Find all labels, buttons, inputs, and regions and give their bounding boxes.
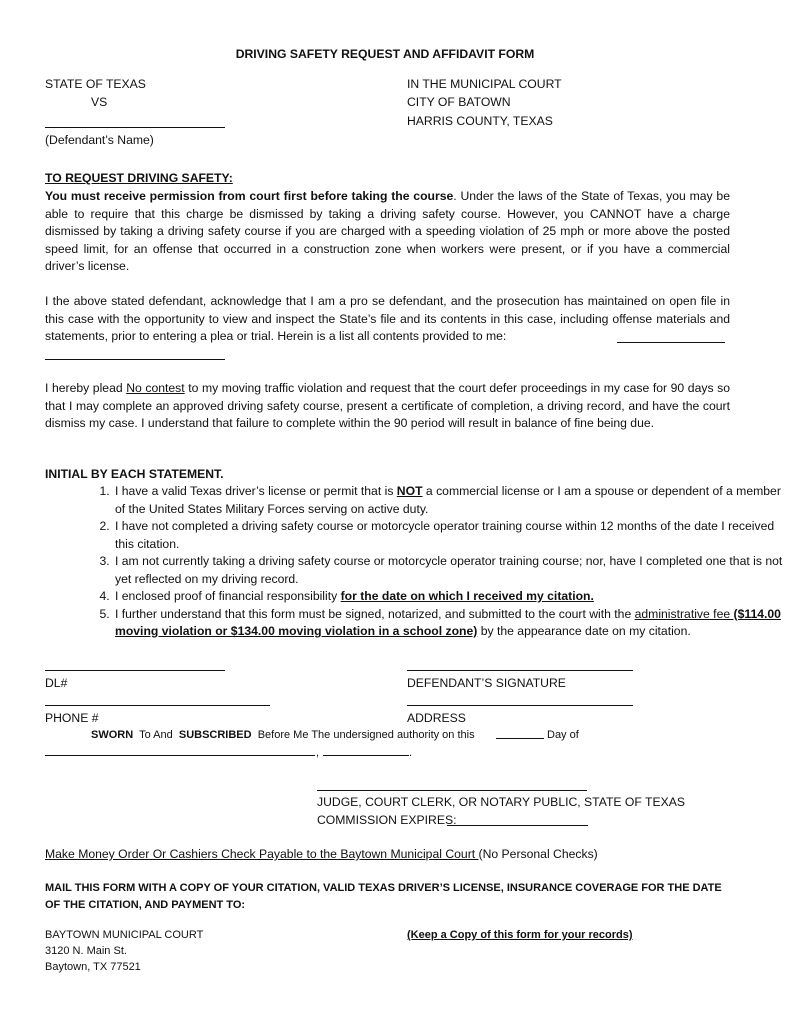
initial-heading: INITIAL BY EACH STATEMENT.	[45, 467, 224, 481]
date-period: .	[409, 747, 413, 759]
address-line[interactable]	[407, 705, 633, 706]
plea-type: No contest	[126, 381, 185, 395]
defendant-signature-line[interactable]	[407, 670, 633, 671]
month-line[interactable]	[45, 755, 315, 756]
request-heading: TO REQUEST DRIVING SAFETY:	[45, 171, 233, 185]
keep-copy-note: (Keep a Copy of this form for your records)	[407, 929, 633, 941]
statement-2: 2. I have not completed a driving safety course or motorcycle operator training course within 12 months of the date I received this citation.	[113, 518, 793, 553]
mail-instruction: MAIL THIS FORM WITH A COPY OF YOUR CITATION, VALID TEXAS DRIVER’S LICENSE, INSURANCE COVERAGE FOR THE DATE OF THE CITATION, AND PAYMENT TO:	[45, 882, 722, 911]
date-comma: ,	[316, 747, 320, 759]
city-state-zip: Baytown, TX 77521	[45, 961, 141, 973]
fee-amounts: ($114.00 moving violation or $134.00 moving violation in a school zone)	[115, 606, 781, 638]
contents-list-line[interactable]	[617, 342, 725, 343]
request-body: . Under the laws of the State of Texas, you may be able to require that this charge be dismissed by taking a driving safety course. However, you CANNOT have a charge dismissed by taking a driving safety course if you are charged with a speeding violation of 25 mph or more above the posted speed limit, for an offense that occurred in a construction zone when workers were present, or if you have a commercial driver’s license.	[45, 189, 730, 273]
court-label: IN THE MUNICIPAL COURT	[407, 77, 562, 91]
city-label: CITY OF BATOWN	[407, 95, 511, 109]
address-label: ADDRESS	[407, 711, 466, 725]
statement-3: 3. I am not currently taking a driving safety course or motorcycle operator training course; nor, have I completed one that is not yet reflected on my driving record.	[113, 553, 793, 588]
court-name: BAYTOWN MUNICIPAL COURT	[45, 929, 204, 941]
statement-1: 1. I have a valid Texas driver’s license or permit that is NOT a commercial license or I am a spouse or dependent of a member of the United States Military Forces serving on active duty.	[113, 483, 793, 518]
plea-pre: I hereby plead	[45, 381, 127, 395]
county-label: HARRIS COUNTY, TEXAS	[407, 114, 553, 128]
statement-list	[45, 483, 793, 641]
defendant-name-line[interactable]	[45, 127, 225, 128]
acknowledge-paragraph	[45, 293, 730, 346]
dl-label: DL#	[45, 676, 68, 690]
commission-label: COMMISSION EXPIRES:	[317, 813, 457, 827]
sworn-statement: SWORN To And SUBSCRIBED Before Me The undersigned authority on this	[91, 729, 475, 741]
request-bold-lead: You must receive permission from court first before taking the course	[45, 189, 454, 203]
statement-5: 5. I further understand that this form must be signed, notarized, and submitted to the court with the administrative fee ($114.00 moving violation or $134.00 moving violation in a school zone) by the appearance date on my citation.	[113, 606, 793, 641]
commission-expires-line[interactable]	[447, 825, 588, 826]
defendant-signature-label: DEFENDANT’S SIGNATURE	[407, 676, 566, 690]
contents-list-line-2[interactable]	[45, 359, 225, 360]
citation-date-emphasis: for the date on which I received my citation.	[340, 589, 594, 603]
statement-4: 4. I enclosed proof of financial responsibility for the date on which I received my citation.	[113, 588, 793, 606]
vs-label: VS	[91, 95, 108, 109]
request-paragraph	[45, 188, 730, 276]
notary-signature-line[interactable]	[317, 790, 587, 791]
form-title: DRIVING SAFETY REQUEST AND AFFIDAVIT FORM	[235, 47, 535, 61]
street-address: 3120 N. Main St.	[45, 945, 127, 957]
payment-instruction: Make Money Order Or Cashiers Check Payable to the Baytown Municipal Court (No Personal Checks)	[45, 847, 598, 861]
phone-label: PHONE #	[45, 711, 99, 725]
admin-fee-label: administrative fee	[634, 606, 731, 621]
acknowledge-text: I the above stated defendant, acknowledge that I am a pro se defendant, and the prosecution has maintained on open file in this case with the opportunity to view and inspect the State’s file and its contents in this case, including offense materials and statements, prior to entering a plea or trial. Herein is a list all contents provided to me:	[45, 294, 730, 343]
dl-line[interactable]	[45, 670, 225, 671]
day-of-label: Day of	[547, 729, 579, 741]
year-line[interactable]	[323, 755, 409, 756]
state-label: STATE OF TEXAS	[45, 77, 146, 91]
defendant-name-label: (Defendant’s Name)	[45, 133, 154, 147]
not-emphasis: NOT	[396, 484, 423, 498]
notary-title: JUDGE, COURT CLERK, OR NOTARY PUBLIC, STATE OF TEXAS	[317, 795, 685, 809]
plea-post: to my moving traffic violation and request that the court defer proceedings in my case for 90 days so that I may complete an approved driving safety course, present a certificate of completion, a driving record, and have the court dismiss my case. I understand that failure to complete within the 90 period will result in balance of fine being due.	[45, 381, 730, 430]
plea-paragraph	[45, 380, 730, 433]
phone-line[interactable]	[45, 705, 270, 706]
day-line[interactable]	[496, 738, 544, 739]
